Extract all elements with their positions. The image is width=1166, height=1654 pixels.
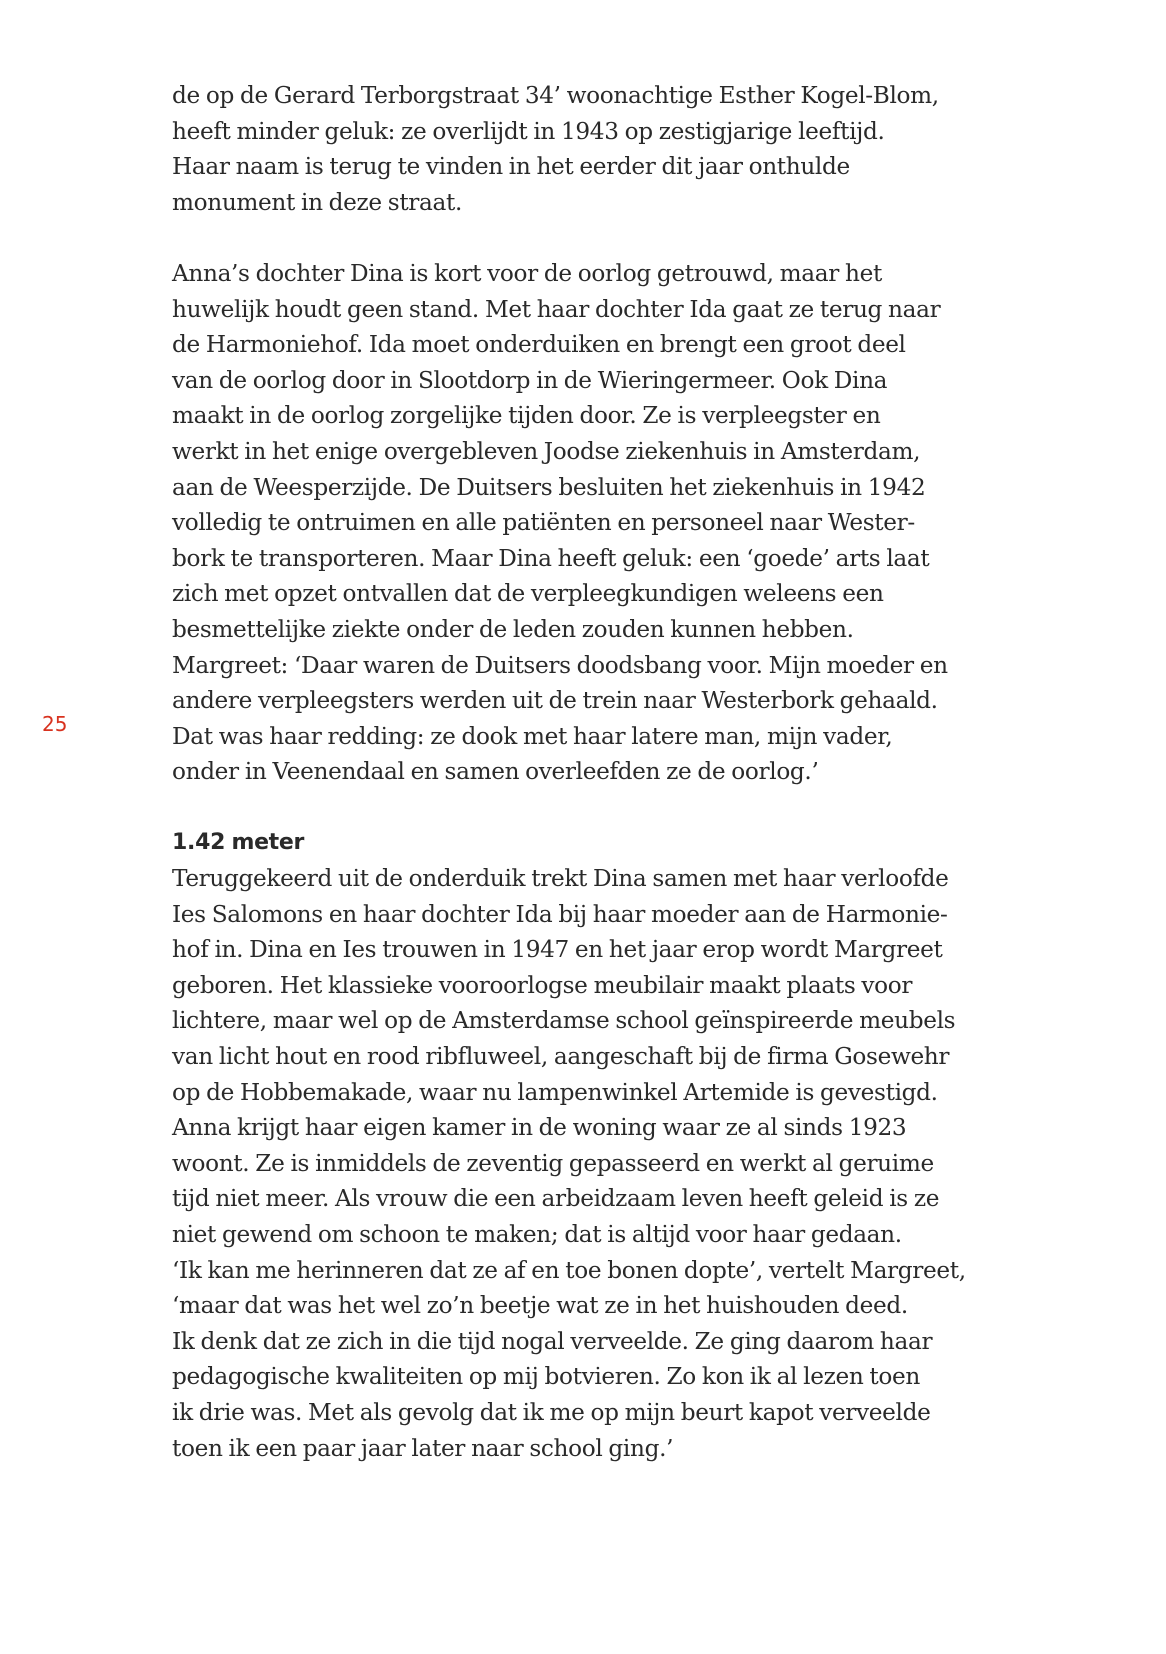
text-line: tijd niet meer. Als vrouw die een arbeidzaam leven heeft geleid is ze (172, 1185, 940, 1213)
text-line: Haar naam is terug te vinden in het eerder dit jaar onthulde (172, 153, 850, 181)
text-line: Teruggekeerd uit de onderduik trekt Dina samen met haar verloofde (172, 865, 949, 893)
text-line: besmettelijke ziekte onder de leden zouden kunnen hebben. (172, 615, 854, 643)
text-line: Ik denk dat ze zich in die tijd nogal verveelde. Ze ging daarom haar (172, 1327, 933, 1355)
text-line: van de oorlog door in Slootdorp in de Wieringermeer. Ook Dina (172, 366, 888, 394)
text-line: bork te transporteren. Maar Dina heeft geluk: een ‘goede’ arts laat (172, 544, 930, 572)
text-line: Anna’s dochter Dina is kort voor de oorlog getrouwd, maar het (172, 259, 882, 287)
section-heading: 1.42 meter (172, 830, 305, 856)
paragraph-gap (172, 790, 1032, 826)
text-line: volledig te ontruimen en alle patiënten en personeel naar Wester- (172, 509, 915, 537)
text-line: woont. Ze is inmiddels de zeventig gepasseerd en werkt al geruime (172, 1149, 934, 1177)
text-line: Margreet: ‘Daar waren de Duitsers doodsbang voor. Mijn moeder en (172, 651, 948, 679)
text-line: geboren. Het klassieke vooroorlogse meubilair maakt plaats voor (172, 971, 913, 999)
text-column (172, 78, 1032, 1466)
text-line: op de Hobbemakade, waar nu lampenwinkel Artemide is gevestigd. (172, 1078, 938, 1106)
paragraph-1 (172, 78, 1032, 220)
text-line: ‘maar dat was het wel zo’n beetje wat ze in het huishouden deed. (172, 1292, 908, 1320)
text-line: toen ik een paar jaar later naar school ging.’ (172, 1434, 674, 1462)
text-line: niet gewend om schoon te maken; dat is altijd voor haar gedaan. (172, 1221, 902, 1248)
text-line: aan de Weesperzijde. De Duitsers besluiten het ziekenhuis in 1942 (172, 473, 926, 501)
text-line: lichtere, maar wel op de Amsterdamse school geïnspireerde meubels (172, 1007, 956, 1035)
text-line: Dat was haar redding: ze dook met haar latere man, mijn vader, (172, 722, 893, 750)
text-line: van licht hout en rood ribfluweel, aangeschaft bij de firma Gosewehr (172, 1043, 950, 1071)
page-number: 25 (42, 712, 68, 736)
text-line: werkt in het enige overgebleven Joodse ziekenhuis in Amsterdam, (172, 437, 921, 465)
text-line: Ies Salomons en haar dochter Ida bij haar moeder aan de Harmonie- (172, 900, 948, 928)
text-line: ‘Ik kan me herinneren dat ze af en toe bonen dopte’, vertelt Margreet, (172, 1256, 966, 1284)
text-line: onder in Veenendaal en samen overleefden ze de oorlog.’ (172, 758, 819, 786)
text-line: huwelijk houdt geen stand. Met haar dochter Ida gaat ze terug naar (172, 295, 941, 323)
paragraph-gap (172, 220, 1032, 256)
section-1-42-meter (172, 825, 1032, 1466)
text-line: monument in deze straat. (172, 188, 462, 216)
text-line: hof in. Dina en Ies trouwen in 1947 en het jaar erop wordt Margreet (172, 936, 943, 964)
text-line: Anna krijgt haar eigen kamer in de woning waar ze al sinds 1923 (172, 1114, 907, 1142)
text-line: maakt in de oorlog zorgelijke tijden door. Ze is verpleegster en (172, 402, 881, 430)
text-line: de op de Gerard Terborgstraat 34’ woonachtige Esther Kogel-Blom, (172, 82, 939, 109)
paragraph-2 (172, 256, 1032, 790)
text-line: de Harmoniehof. Ida moet onderduiken en brengt een groot deel (172, 331, 906, 359)
text-line: heeft minder geluk: ze overlijdt in 1943 op zestigjarige leeftijd. (172, 117, 885, 145)
text-line: pedagogische kwaliteiten op mij botvieren. Zo kon ik al lezen toen (172, 1363, 920, 1391)
text-line: andere verpleegsters werden uit de trein naar Westerbork gehaald. (172, 687, 938, 715)
text-line: zich met opzet ontvallen dat de verpleegkundigen weleens een (172, 580, 884, 608)
text-line: ik drie was. Met als gevolg dat ik me op mijn beurt kapot verveelde (172, 1398, 931, 1426)
